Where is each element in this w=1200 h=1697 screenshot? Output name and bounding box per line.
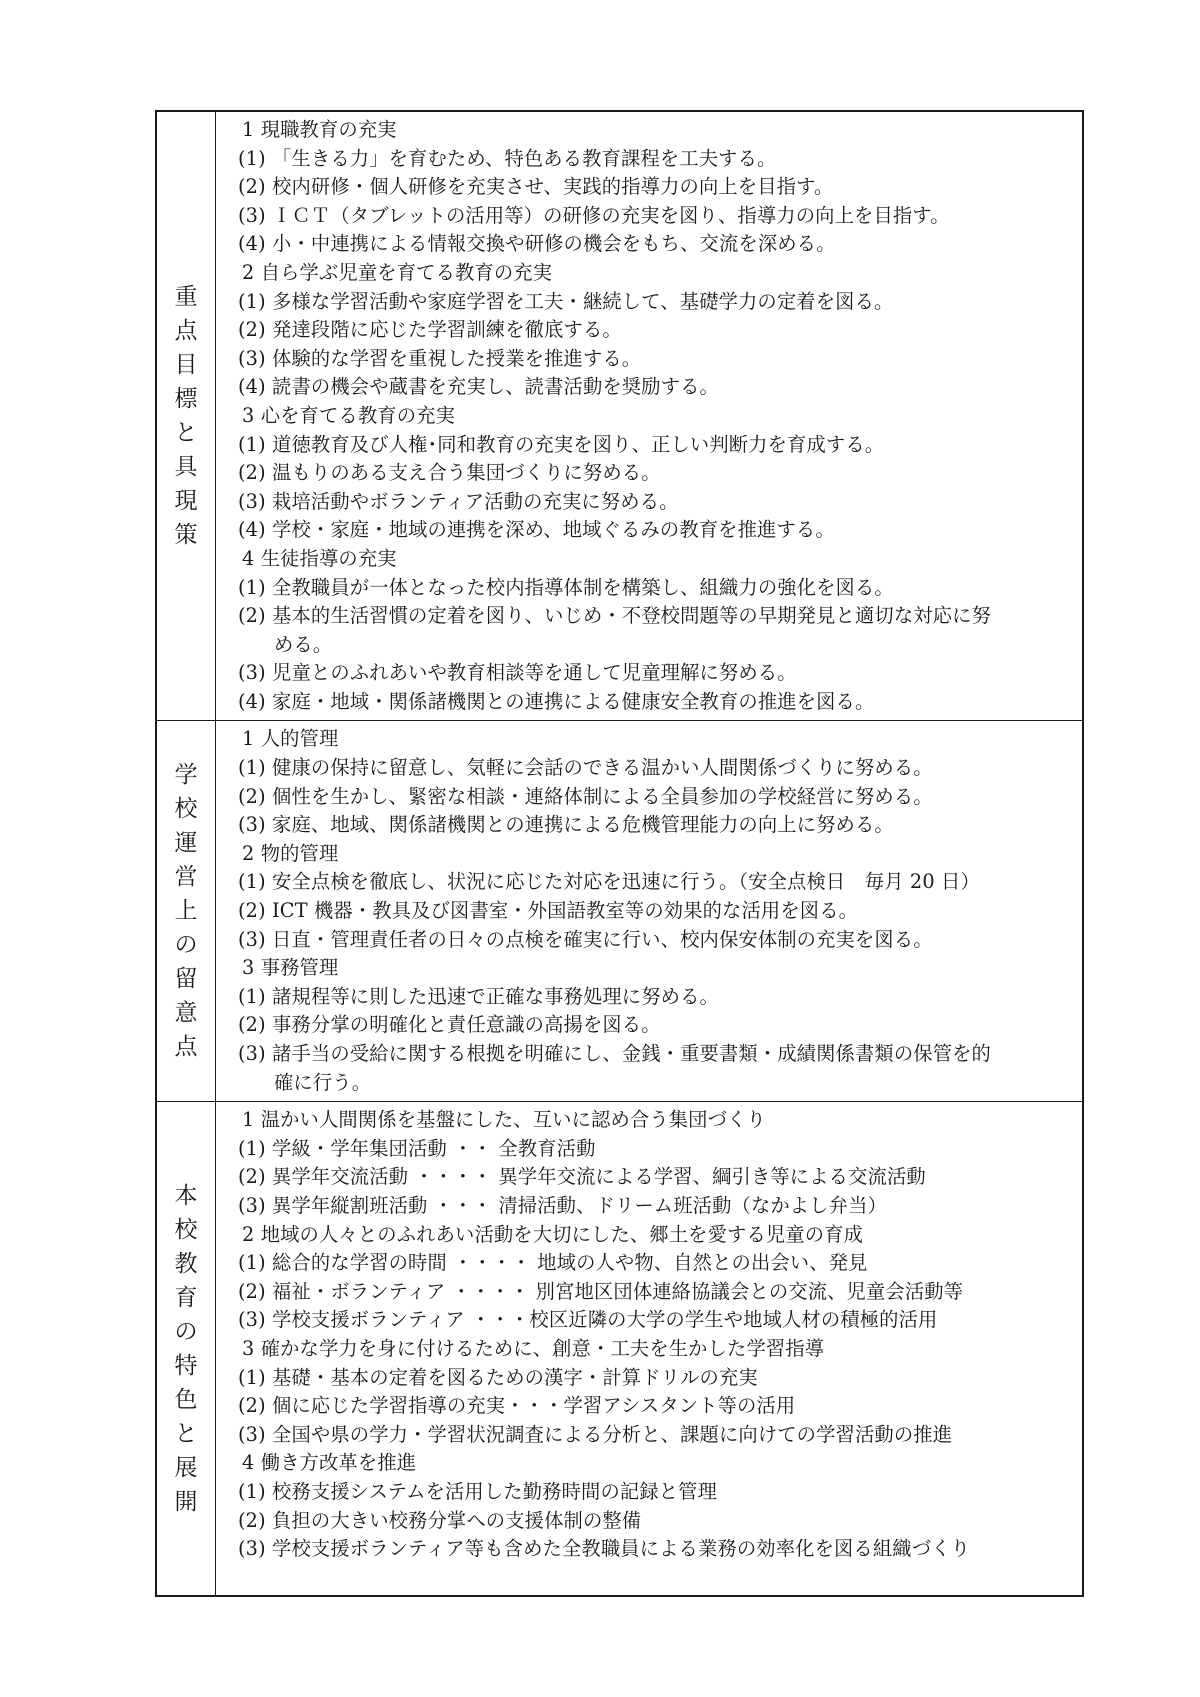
list-item: (3) 全国や県の学力・学習状況調査による分析と、課題に向けての学習活動の推進 [238,1422,953,1446]
list-item: (4) 小・中連携による情報交換や研修の機会をもち、交流を深める。 [238,232,836,256]
list-item: (1) 学級・学年集団活動 ・・ 全教育活動 [238,1136,596,1160]
list-item: (1) 校務支援システムを活用した勤務時間の記録と管理 [238,1479,718,1503]
section-label: 本校教育の特色と展開 [174,1182,198,1515]
list-item: (3) 諸手当の受給に関する根拠を明確にし、金銭・重要書類・成績関係書類の保管を的 [238,1042,991,1065]
list-item: (2) 発達段階に応じた学習訓練を徹底する。 [238,318,622,342]
list-item: (1) 多様な学習活動や家庭学習を工夫・継続して、基礎学力の定着を図る。 [238,289,894,313]
section-heading: 3 確かな学力を身に付けるために、創意・工夫を生かした学習指導 [242,1336,825,1360]
list-item: (1) 全教職員が一体となった校内指導体制を構築し、組織力の強化を図る。 [238,575,894,599]
section-label-cell [156,111,216,721]
list-item: (1) 健康の保持に留意し、気軽に会話のできる温かい人間関係づくりに努める。 [238,756,933,780]
section-label: 学校運営上の留意点 [174,762,198,1061]
section-heading: 3 心を育てる教育の充実 [242,403,456,427]
list-item: (2) 異学年交流活動 ・・・・ 異学年交流による学習、綱引き等による交流活動 [238,1165,926,1189]
list-item: (3) 学校支援ボランティア等も含めた全教職員による業務の効率化を図る組織づくり [238,1537,971,1561]
list-item: (1) 基礎・基本の定着を図るための漢字・計算ドリルの充実 [238,1365,758,1389]
list-item: (1) 「生きる力」を育むため、特色ある教育課程を工夫する。 [238,146,777,170]
list-item: (3) 日直・管理責任者の日々の点検を確実に行い、校内保安体制の充実を図る。 [238,927,933,951]
list-item: (3) 体験的な学習を重視した授業を推進する。 [238,346,642,370]
list-item: (3) 栽培活動やボランティア活動の充実に努める。 [238,489,679,513]
list-item: (1) 道徳教育及び人権･同和教育の充実を図り、正しい判断力を育成する。 [238,432,885,456]
list-item: (2) 校内研修・個人研修を充実させ、実践的指導力の向上を目指す。 [238,175,834,199]
section-body [216,1102,1084,1597]
section-row [156,721,1083,1102]
section-heading: 3 事務管理 [242,956,339,980]
section-row [156,1102,1083,1597]
list-item: (3) 学校支援ボランティア ・・・校区近隣の大学の学生や地域人材の積極的活用 [238,1308,938,1332]
list-item: (4) 読書の機会や蔵書を充実し、読書活動を奨励する。 [238,375,719,399]
list-item: (2) ICT 機器・教具及び図書室・外国語教室等の効果的な活用を図る。 [238,899,859,923]
list-item: (3) ＩＣＴ（タブレットの活用等）の研修の充実を図り、指導力の向上を目指す。 [238,203,950,227]
section-body [216,111,1084,721]
section-heading: 1 人的管理 [242,727,339,751]
school-plan-table [155,110,1084,1597]
section-label-cell [156,1102,216,1597]
item-continuation: める。 [274,632,333,656]
list-item: (1) 総合的な学習の時間 ・・・・ 地域の人や物、自然との出会い、発見 [238,1251,868,1275]
section-row [156,111,1083,721]
section-heading: 4 働き方改革を推進 [242,1451,417,1475]
list-item: (1) 安全点検を徹底し、状況に応じた対応を迅速に行う。（安全点検日 毎月 20 日） [238,870,980,894]
section-heading: 2 地域の人々とのふれあい活動を大切にした、郷土を愛する児童の育成 [242,1222,864,1246]
list-item: (2) 事務分掌の明確化と責任意識の高揚を図る。 [238,1013,661,1037]
list-item: (3) 児童とのふれあいや教育相談等を通して児童理解に努める。 [238,661,797,685]
section-label: 重点目標と具現策 [174,284,198,549]
section-heading: 2 自ら学ぶ児童を育てる教育の充実 [242,260,553,284]
section-heading: 4 生徒指導の充実 [242,546,397,570]
list-item: (2) 温もりのある支え合う集団づくりに努める。 [238,461,661,485]
list-item: (2) 基本的生活習慣の定着を図り、いじめ・不登校問題等の早期発見と適切な対応に努 [238,604,991,628]
section-heading: 1 温かい人間関係を基盤にした、互いに認め合う集団づくり [242,1108,766,1132]
list-item: (4) 家庭・地域・関係諸機関との連携による健康安全教育の推進を図る。 [238,689,875,713]
section-heading: 1 現職教育の充実 [242,118,397,141]
list-item: (1) 諸規程等に則した迅速で正確な事務処理に努める。 [238,984,719,1008]
list-item: (2) 負担の大きい校務分掌への支援体制の整備 [238,1508,642,1532]
list-item: (2) 福祉・ボランティア ・・・・ 別宮地区団体連絡協議会との交流、児童会活動等 [238,1279,964,1303]
list-item: (2) 個に応じた学習指導の充実・・・学習アシスタント等の活用 [238,1394,796,1418]
list-item: (3) 異学年縦割班活動 ・・・ 清掃活動、ドリーム班活動（なかよし弁当） [238,1193,887,1217]
section-label-cell [156,721,216,1102]
list-item: (4) 学校・家庭・地域の連携を深め、地域ぐるみの教育を推進する。 [238,518,835,542]
section-body [216,721,1084,1102]
section-heading: 2 物的管理 [242,841,339,865]
item-continuation: 確に行う。 [274,1070,372,1094]
list-item: (2) 個性を生かし、緊密な相談・連絡体制による全員参加の学校経営に努める。 [238,784,933,808]
list-item: (3) 家庭、地域、関係諸機関との連携による危機管理能力の向上に努める。 [238,813,894,837]
